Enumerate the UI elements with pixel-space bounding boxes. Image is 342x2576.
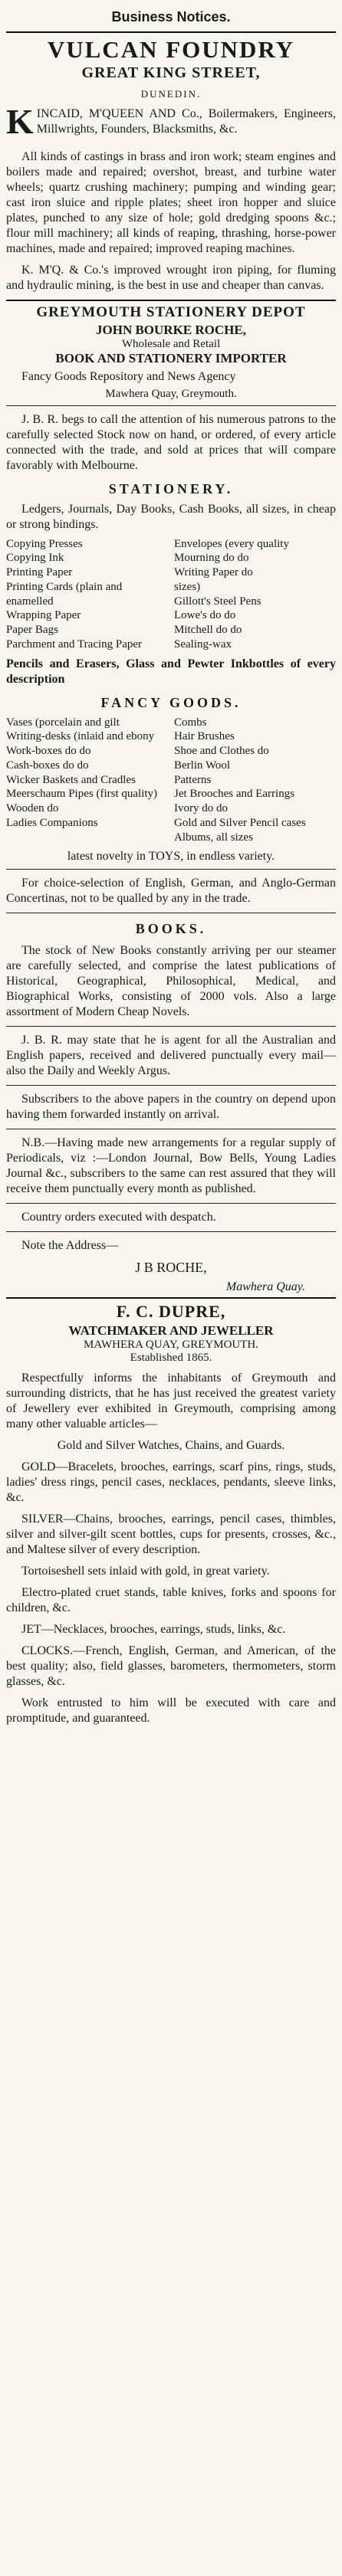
vulcan-city: DUNEDIN. xyxy=(140,87,202,100)
books-text: The stock of New Books constantly arriving per our steamer are carefully selected, and comprise the latest publications of Historical, Geographical, Philosophical, Medical, and Biographical Works, consisting of 2000 vols. Also a large assortment of Modern Cheap Novels. xyxy=(6,944,336,1019)
subscribers-text: Subscribers to the above papers in the country on depend upon having them forwarded instantly on arrival. xyxy=(6,1093,336,1122)
list-item: Printing Paper xyxy=(6,566,73,579)
dupre-clocks: CLOCKS.—French, English, German, and American, of the best quality; also, field glasses, barometers, thermometers, storm glasses, &c. xyxy=(6,1644,336,1689)
stationery-pencils: Pencils and Erasers, Glass and Pewter Inkbottles of every description xyxy=(6,657,336,686)
nb-text: N.B.—Having made new arrangements for a regular supply of Periodicals, viz :—London Journal, Bow Bells, Young Ladies Journal &c., subscribers to the same can rest assured that they will receive them punctually every month as published. xyxy=(6,1136,336,1196)
dupre-electro: Electro-plated cruet stands, table knives, forks and spoons for children, &c. xyxy=(6,1586,336,1615)
divider xyxy=(6,405,336,406)
stationery-intro: J. B. R. begs to call the attention of his numerous patrons to the carefully selected Stock now on hand, or ordered, of every article connected with the trade, and sold at prices that will compare favorably with Melbourne. xyxy=(6,412,336,472)
list-item: Envelopes (every quality xyxy=(174,537,289,550)
dupre-silver: SILVER—Chains, brooches, earrings, pencil cases, thimbles, silver and silver-gilt scent bottles, cups for presents, crosses, &c., and Maltese silver of every description. xyxy=(6,1512,336,1557)
divider xyxy=(6,869,336,870)
fancy-goods-title: FANCY GOODS. xyxy=(100,694,242,710)
list-item: Vases (porcelain and gilt xyxy=(6,716,120,729)
list-item: Hair Brushes xyxy=(174,730,235,743)
fancy-goods-toys: latest novelty in TOYS, in endless variety. xyxy=(67,850,275,864)
stationery-advert xyxy=(6,304,336,1295)
list-item: Work-boxes do do xyxy=(6,745,91,758)
dupre-advert xyxy=(6,1302,336,1726)
list-item: Writing Paper do xyxy=(174,566,253,579)
list-item: Jet Brooches and Earrings xyxy=(174,788,295,801)
dupre-intro: Respectfully informs the inhabitants of Greymouth and surrounding districts, that he has just received the greatest variety of Jewellery ever exhibited in Greymouth, comprising among many other valuable articles— xyxy=(6,1372,336,1431)
fancy-goods-right xyxy=(174,716,336,845)
divider xyxy=(6,300,336,301)
stationery-fancy-repo: Fancy Goods Repository and News Agency xyxy=(21,369,236,383)
list-item: Berlin Wool xyxy=(174,759,231,772)
list-item: Lowe's do do xyxy=(174,609,236,622)
dupre-tortoise: Tortoiseshell sets inlaid with gold, in great variety. xyxy=(21,1565,270,1578)
signature-address: Mawhera Quay. xyxy=(225,1280,305,1294)
list-item: Gillott's Steel Pens xyxy=(174,595,261,608)
stationery-role: Wholesale and Retail xyxy=(121,337,221,350)
stationery-depot-title: GREYMOUTH STATIONERY DEPOT xyxy=(36,303,306,320)
stationery-items-right xyxy=(174,537,336,652)
list-item: Writing-desks (inlaid and ebony xyxy=(6,730,155,743)
signature-name: J B ROCHE, xyxy=(135,1260,207,1276)
vulcan-intro-text: INCAID, M'QUEEN AND Co., Boilermakers, Engineers, Millwrights, Founders, Blacksmiths, &c. xyxy=(36,107,336,136)
list-item: Ladies Companions xyxy=(6,816,98,829)
dupre-established: Established 1865. xyxy=(130,1352,212,1365)
list-item: sizes) xyxy=(174,580,201,593)
dupre-jet: JET—Necklaces, brooches, earrings, studs, links, &c. xyxy=(21,1623,286,1637)
list-item: Mitchell do do xyxy=(174,624,242,637)
list-item: Mourning do do xyxy=(174,552,249,565)
fancy-goods-left xyxy=(6,716,168,845)
divider xyxy=(6,31,336,33)
list-item: Parchment and Tracing Paper xyxy=(6,637,143,651)
address-label: Note the Address— xyxy=(21,1239,119,1253)
stationery-items-left xyxy=(6,537,168,652)
list-item: Cash-boxes do do xyxy=(6,759,89,772)
list-item: Gold and Silver Pencil cases xyxy=(174,816,306,829)
list-item: Ivory do do xyxy=(174,802,228,815)
vulcan-street: GREAT KING STREET, xyxy=(81,64,261,81)
list-item: Paper Bags xyxy=(6,624,58,637)
stationery-location: Mawhera Quay, Greymouth. xyxy=(105,387,237,400)
list-item: Copying Presses xyxy=(6,537,83,550)
dropcap-letter: K xyxy=(6,101,34,141)
list-item: Shoe and Clothes do xyxy=(174,745,269,758)
list-item: Copying Ink xyxy=(6,552,64,565)
list-item: Albums, all sizes xyxy=(174,831,253,844)
dupre-gold: GOLD—Bracelets, brooches, earrings, scarf pins, rings, studs, ladies' dress rings, pencil cases, necklaces, pendants, sleeve links, &c. xyxy=(6,1460,336,1505)
list-item: Sealing-wax xyxy=(174,637,232,651)
divider xyxy=(6,1231,336,1232)
country-orders: Country orders executed with despatch. xyxy=(21,1211,216,1224)
list-item: Wicker Baskets and Cradles xyxy=(6,773,136,786)
divider xyxy=(6,1203,336,1204)
stationery-items xyxy=(6,537,336,652)
divider xyxy=(6,1297,336,1299)
newspaper-page xyxy=(6,0,336,1726)
stationery-owner: JOHN BOURKE ROCHE, xyxy=(96,322,246,337)
divider xyxy=(6,1085,336,1086)
vulcan-advert xyxy=(6,38,336,293)
vulcan-para-castings: All kinds of castings in brass and iron work; steam engines and boilers made and repaired; overshot, breast, and turbine water wheels; quartz crushing machinery; pumping and winding gear; cast iron sluice and ripple plates; sheet iron hopper and sluice plates, punched to any size of hole; gold dredging spoons &c.; flour mill machinery; all kinds of reaping, thrashing, horse-power machines, made and repaired; improved reaping machines. xyxy=(6,149,336,255)
section-header: Business Notices. xyxy=(111,9,231,25)
stationery-section-title: STATIONERY. xyxy=(108,480,234,497)
stationery-importer: BOOK AND STATIONERY IMPORTER xyxy=(55,350,287,365)
dupre-name: F. C. DUPRE, xyxy=(116,1302,226,1322)
stationery-ledgers: Ledgers, Journals, Day Books, Cash Books, all sizes, in cheap or strong bindings. xyxy=(6,502,336,531)
list-item: Wooden do xyxy=(6,802,59,815)
fancy-goods-items xyxy=(6,716,336,845)
agent-text: J. B. R. may state that he is agent for all the Australian and English papers, received and delivered punctually every mail—also the Daily and Weekly Argus. xyxy=(6,1034,336,1078)
concertinas-text: For choice-selection of English, German, and Anglo-German Concertinas, not to be qualled by any in the trade. xyxy=(6,877,336,906)
books-title: BOOKS. xyxy=(135,921,207,937)
divider xyxy=(6,1026,336,1027)
dupre-work: Work entrusted to him will be executed with care and promptitude, and guaranteed. xyxy=(6,1696,336,1726)
vulcan-title: VULCAN FOUNDRY xyxy=(47,36,295,63)
list-item: Printing Cards (plain and enamelled xyxy=(6,580,123,608)
dupre-address: MAWHERA QUAY, GREYMOUTH. xyxy=(84,1339,258,1352)
list-item: Meerschaum Pipes (first quality) xyxy=(6,788,158,801)
vulcan-intro xyxy=(6,101,336,141)
list-item: Combs xyxy=(174,716,207,729)
list-item: Wrapping Paper xyxy=(6,609,81,622)
list-item: Patterns xyxy=(174,773,212,786)
dupre-trade: WATCHMAKER AND JEWELLER xyxy=(68,1323,274,1339)
vulcan-para-piping: K. M'Q. & Co.'s improved wrought iron piping, for fluming and hydraulic mining, is the best in use and cheaper than canvas. xyxy=(6,263,336,292)
dupre-watches: Gold and Silver Watches, Chains, and Guards. xyxy=(57,1439,285,1453)
